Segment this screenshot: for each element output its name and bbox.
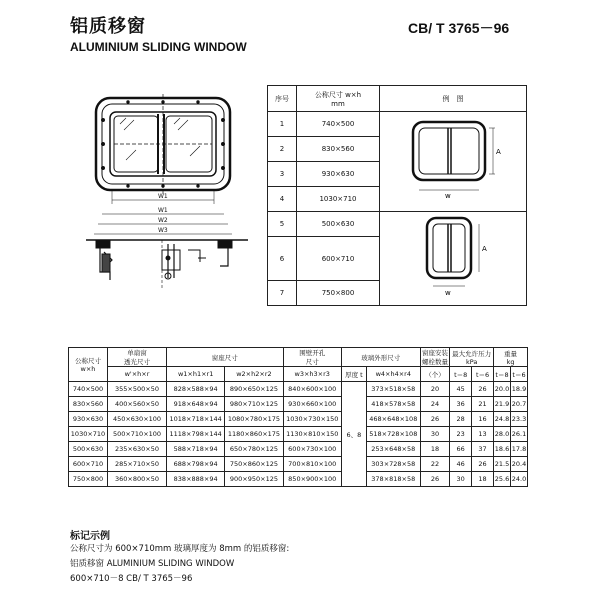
spec-cell: 18 — [472, 472, 494, 487]
spec-cell: 650×780×125 — [225, 442, 283, 457]
label-w1: W1 — [158, 207, 168, 214]
spec-cell: 740×500 — [69, 382, 108, 397]
label-w2: W2 — [158, 217, 168, 224]
spec-cell: 840×600×100 — [283, 382, 341, 397]
spec-cell: 600×710 — [69, 457, 108, 472]
size-no: 7 — [268, 281, 297, 306]
spec-cell: 1180×860×175 — [225, 427, 283, 442]
spec-cell: 20.4 — [510, 457, 527, 472]
spec-cell: 588×718×94 — [167, 442, 225, 457]
spec-cell: 360×800×50 — [108, 472, 167, 487]
th-frame-sub2: w2×h2×r2 — [225, 367, 283, 382]
spec-cell: 20.0 — [494, 382, 511, 397]
spec-cell: 1118×798×144 — [167, 427, 225, 442]
size-no: 4 — [268, 187, 297, 212]
spec-cell: 22 — [420, 457, 450, 472]
th-nominal: 公称尺寸 w×h — [69, 348, 108, 382]
spec-cell: 750×860×125 — [225, 457, 283, 472]
size-th-size: 公称尺寸 w×h mm — [297, 86, 380, 112]
spec-cell: 23.3 — [510, 412, 527, 427]
th-glass-sub: w'×h×r — [108, 367, 167, 382]
spec-cell: 828×588×94 — [167, 382, 225, 397]
spec-cell: 378×818×58 — [366, 472, 420, 487]
th-weight: 重量 kg — [494, 348, 528, 367]
spec-cell: 13 — [472, 427, 494, 442]
spec-cell: 1130×810×150 — [283, 427, 341, 442]
size-value: 500×630 — [297, 212, 380, 237]
spec-cell: 1030×710 — [69, 427, 108, 442]
spec-cell: 355×500×50 — [108, 382, 167, 397]
spec-cell: 450×630×100 — [108, 412, 167, 427]
spec-cell: 900×950×125 — [225, 472, 283, 487]
th-frame: 窗座尺寸 — [167, 348, 284, 367]
spec-cell: 930×630 — [69, 412, 108, 427]
spec-cell: 26 — [420, 472, 450, 487]
th-glass-sub2: w4×h4×r4 — [366, 367, 420, 382]
spec-cell: 830×560 — [69, 397, 108, 412]
spec-cell: 26 — [472, 382, 494, 397]
spec-cell: 1080×780×175 — [225, 412, 283, 427]
figure-vertical — [380, 212, 527, 306]
spec-cell: 850×900×100 — [283, 472, 341, 487]
spec-cell: 468×648×108 — [366, 412, 420, 427]
spec-cell: 750×800 — [69, 472, 108, 487]
spec-cell: 26.1 — [510, 427, 527, 442]
spec-cell: 17.8 — [510, 442, 527, 457]
spec-cell: 20 — [420, 382, 450, 397]
spec-cell: 930×660×100 — [283, 397, 341, 412]
size-no: 3 — [268, 162, 297, 187]
th-frame-sub1: w1×h1×r1 — [167, 367, 225, 382]
size-no: 1 — [268, 112, 297, 137]
spec-cell: 500×710×100 — [108, 427, 167, 442]
spec-cell: 30 — [450, 472, 472, 487]
spec-cell: 28.0 — [494, 427, 511, 442]
size-value: 600×710 — [297, 237, 380, 281]
spec-cell: 66 — [450, 442, 472, 457]
spec-cell: 26 — [472, 457, 494, 472]
example-line-2: 铝质移窗 ALUMINIUM SLIDING WINDOW — [70, 559, 235, 569]
example-line-1: 公称尺寸为 600×710mm 玻璃厚度为 8mm 的铝质移窗: — [70, 544, 290, 554]
th-t6: t＝6 — [510, 367, 527, 382]
spec-cell: 700×810×100 — [283, 457, 341, 472]
size-value: 740×500 — [297, 112, 380, 137]
cell-thickness: 6、8 — [341, 382, 366, 487]
standard-code: CB/ T 3765－96 — [408, 20, 510, 36]
th-glass: 单扇窗 透光尺寸 — [108, 348, 167, 367]
th-cutout-sub: w3×h3×r3 — [283, 367, 341, 382]
th-glass-spec: 玻璃外形尺寸 — [341, 348, 420, 367]
spec-cell: 18 — [420, 442, 450, 457]
size-no: 5 — [268, 212, 297, 237]
window-drawing — [78, 90, 253, 300]
spec-row — [69, 472, 528, 487]
spec-cell: 253×648×58 — [366, 442, 420, 457]
spec-cell: 600×730×100 — [283, 442, 341, 457]
spec-cell: 418×578×58 — [366, 397, 420, 412]
spec-cell: 24.8 — [494, 412, 511, 427]
spec-cell: 45 — [450, 382, 472, 397]
document-title-en: ALUMINIUM SLIDING WINDOW — [70, 40, 247, 54]
spec-cell: 838×888×94 — [167, 472, 225, 487]
spec-cell: 285×710×50 — [108, 457, 167, 472]
th-t8: t＝8 — [450, 367, 472, 382]
spec-cell: 25.6 — [494, 472, 511, 487]
spec-cell: 23 — [450, 427, 472, 442]
spec-row — [69, 397, 528, 412]
spec-cell: 18.9 — [510, 382, 527, 397]
example-line-3: 600×710－8 CB/ T 3765－96 — [70, 574, 193, 584]
th-cutout: 围壁开孔 尺寸 — [283, 348, 341, 367]
horizontal-window-figure — [393, 116, 513, 206]
figure-horizontal — [380, 112, 527, 212]
spec-cell: 20.7 — [510, 397, 527, 412]
spec-cell: 36 — [450, 397, 472, 412]
spec-table — [68, 347, 528, 487]
example-title: 标记示例 — [70, 531, 110, 542]
spec-row — [69, 442, 528, 457]
spec-cell: 24.0 — [510, 472, 527, 487]
spec-cell: 918×648×94 — [167, 397, 225, 412]
size-value: 830×560 — [297, 137, 380, 162]
th-t8: t＝8 — [494, 367, 511, 382]
spec-cell: 980×710×125 — [225, 397, 283, 412]
size-value: 750×800 — [297, 281, 380, 306]
size-th-figure: 例 图 — [380, 86, 527, 112]
spec-cell: 518×728×108 — [366, 427, 420, 442]
label-w1-top: W1 — [158, 193, 168, 200]
document-title-cn: 铝质移窗 — [70, 16, 146, 37]
size-table — [267, 85, 527, 306]
label-w: w — [445, 191, 451, 200]
spec-cell: 21 — [472, 397, 494, 412]
spec-cell: 28 — [450, 412, 472, 427]
spec-row — [69, 382, 528, 397]
spec-cell: 1030×730×150 — [283, 412, 341, 427]
spec-row — [69, 457, 528, 472]
spec-row — [69, 412, 528, 427]
spec-cell: 303×728×58 — [366, 457, 420, 472]
spec-cell: 16 — [472, 412, 494, 427]
label-h: A — [482, 244, 487, 253]
spec-cell: 500×630 — [69, 442, 108, 457]
size-no: 2 — [268, 137, 297, 162]
spec-cell: 18.6 — [494, 442, 511, 457]
th-thickness: 厚度 t — [341, 367, 366, 382]
th-t6: t＝6 — [472, 367, 494, 382]
spec-cell: 21.5 — [494, 457, 511, 472]
size-no: 6 — [268, 237, 297, 281]
spec-cell: 1018×718×144 — [167, 412, 225, 427]
spec-cell: 235×630×50 — [108, 442, 167, 457]
spec-row — [69, 427, 528, 442]
spec-cell: 30 — [420, 427, 450, 442]
label-h: A — [496, 147, 501, 156]
spec-cell: 400×560×50 — [108, 397, 167, 412]
spec-cell: 37 — [472, 442, 494, 457]
spec-cell: 890×650×125 — [225, 382, 283, 397]
size-value: 1030×710 — [297, 187, 380, 212]
spec-cell: 21.9 — [494, 397, 511, 412]
spec-cell: 26 — [420, 412, 450, 427]
vertical-window-figure — [393, 214, 513, 302]
spec-cell: 46 — [450, 457, 472, 472]
spec-cell: 24 — [420, 397, 450, 412]
size-th-no: 序号 — [268, 86, 297, 112]
th-bolts-unit: （个） — [420, 367, 450, 382]
spec-cell: 688×798×94 — [167, 457, 225, 472]
label-w: w — [445, 288, 451, 297]
size-value: 930×630 — [297, 162, 380, 187]
th-pressure: 最大允许压力 kPa — [450, 348, 494, 367]
spec-cell: 373×518×58 — [366, 382, 420, 397]
label-w3: W3 — [158, 227, 168, 234]
th-bolts: 窗座安装 螺栓数量 — [421, 349, 448, 366]
